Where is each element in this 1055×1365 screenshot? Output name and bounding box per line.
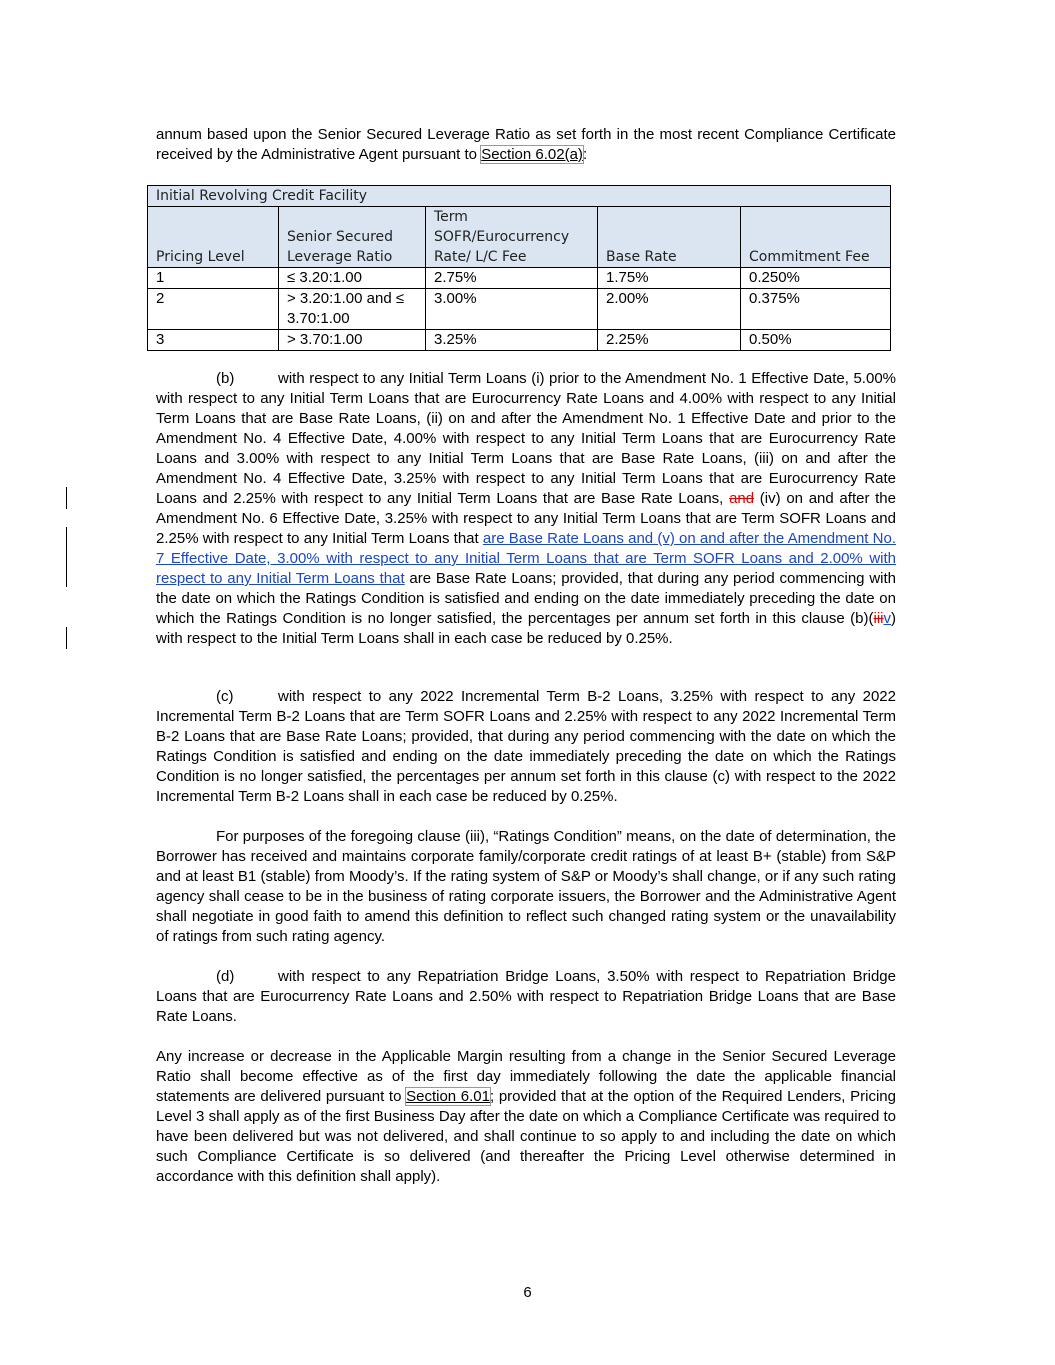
intro-paragraph (156, 125, 896, 165)
page-number: 6 (523, 1284, 532, 1301)
paragraph-c-text: , that during any period commencing with the date on which the Ratings Condition is satisfied and ending on the date immediately preceding the date on which the Ratings Condition is no longer satisfied, the percentages per annum set forth in this clause (c) with respect to the 2022 Incremental Term B-2 Loans shall in each case be reduced by 0.25%. (156, 728, 897, 805)
defined-term: “Ratings Condition” (493, 828, 622, 845)
paragraph-d (156, 967, 896, 1027)
cell-base: 2.25% (598, 330, 741, 351)
clause-label-b: (b) (216, 370, 235, 387)
section-6-02a-reference[interactable]: Section 6.02(a) (481, 146, 583, 163)
paragraph-b (156, 369, 896, 649)
final-text: ; (489, 1088, 499, 1105)
inserted-text: v (883, 610, 891, 627)
final-paragraph (156, 1047, 896, 1187)
intro-text-end: : (582, 146, 588, 163)
cell-fee: 0.250% (741, 268, 891, 289)
cell-ratio: ≤ 3.20:1.00 (279, 268, 426, 289)
table-row (148, 330, 891, 351)
header-leverage-ratio: Senior Secured Leverage Ratio (279, 207, 426, 268)
table-row (148, 289, 891, 330)
cell-term: 2.75% (426, 268, 598, 289)
table-header-row (148, 207, 891, 268)
change-bar (66, 627, 67, 649)
header-term-rate: Term SOFR/Eurocurrency Rate/ L/C Fee (426, 207, 598, 268)
ratings-text: means, on the date of determination, the Borrower has received and maintains corporate family/corporate credit ratings of at least B+ (stable) from S&P and at least B1 (stable) from Moody’s. If the rating system of S&P or Moody’s shall change, or if any such rating agency shall cease to be in the business of rating corporate issuers, the Borrower and the Administrative Agent shall negotiate in good faith to amend this definition to reflect such changed rating system or the unavailability of ratings from such rating agency. (156, 828, 896, 945)
cell-fee: 0.375% (741, 289, 891, 330)
header-base-rate: Base Rate (598, 207, 741, 268)
final-text: that at the option of the Required Lenders, Pricing Level 3 shall apply as of the first Business Day after the date on which a Compliance Certificate was required to have been delivered but was not delivered, and shall continue to so apply to and including the date on which such Compliance Certificate is so delivered (and thereafter the Pricing Level otherwise determined in accordance with this definition shall apply). (156, 1088, 896, 1185)
table-row (148, 268, 891, 289)
paragraph-b-text: with respect to any Initial Term Loans (i) prior to the Amendment No. 1 Effective Date, 5.00% with respect to any Initial Term Loans that are Eurocurrency Rate Loans and 4.00% with respect to any Initial Term Loans that are Base Rate Loans, (ii) on and after the Amendment No. 1 Effective Date and prior to the Amendment No. 4 Effective Date, 4.00% with respect to any Initial Term Loans that are Eurocurrency Rate Loans and 3.00% with respect to any Initial Term Loans that are Base Rate Loans, (iii) on and after the Amendment No. 4 Effective Date, 3.25% with respect to any Initial Term Loans that are Eurocurrency Rate Loans and 2.25% with respect to any Initial Term Loans that are Base Rate Loans, (156, 370, 896, 507)
deleted-text: iii (873, 610, 884, 627)
cell-level: 2 (148, 289, 279, 330)
intro-text: annum based upon the Senior Secured Leverage Ratio as set forth in the most recent Compliance Certificate received by the Administrative Agent pursuant to (156, 126, 896, 163)
paragraph-b-text: , that during any period commencing with the date on which the Ratings Condition is satisfied and ending on the date immediately preceding the date on which the Ratings Condition is no longer satisfied, the percentages per annum set forth in this clause (b)( (156, 570, 896, 627)
provided-term: provided (498, 1088, 557, 1105)
cell-ratio: > 3.20:1.00 and ≤ 3.70:1.00 (279, 289, 426, 330)
inserted-text: are Base Rate Loans and (v) on and after the Amendment No. 7 Effective Date, 3.00% with respect to any Initial Term Loans that are Term SOFR Loans and 2.00% with respect to any Initial Term Loans that (156, 530, 896, 587)
clause-label-d: (d) (216, 968, 235, 985)
cell-ratio: > 3.70:1.00 (279, 330, 426, 351)
final-text: Any increase or decrease in the Applicable Margin resulting from a change in the Senior Secured Leverage Ratio shall become effective as of the first day immediately following the date the applicable financial statements are delivered pursuant to (156, 1048, 896, 1105)
change-bar (66, 487, 67, 509)
paragraph-b-text: are Base Rate Loans; (404, 570, 562, 587)
ratings-text: For purposes of the foregoing clause (iii), (216, 828, 494, 845)
header-pricing-level: Pricing Level (148, 207, 279, 268)
change-bar (66, 527, 67, 587)
ratings-condition-paragraph (156, 827, 896, 947)
table-title: Initial Revolving Credit Facility (148, 186, 891, 207)
provided-term: provided (411, 728, 469, 745)
paragraph-d-text: with respect to any Repatriation Bridge Loans, 3.50% with respect to Repatriation Bridge Loans that are Eurocurrency Rate Loans and 2.50% with respect to Repatriation Bridge Loans that are Base Rate Loans. (156, 968, 896, 1025)
section-6-01-reference[interactable]: Section 6.01 (406, 1088, 490, 1105)
paragraph-b-text: (iv) on and after the Amendment No. 6 Effective Date, 3.25% with respect to any Initial Term Loans that are Term SOFR Loans and 2.25% with respect to any Initial Term Loans that (156, 490, 896, 547)
paragraph-b-text: ) with respect to the Initial Term Loans shall in each case be reduced by 0.25%. (156, 610, 896, 647)
cell-level: 3 (148, 330, 279, 351)
table-title-row (148, 186, 891, 207)
cell-term: 3.25% (426, 330, 598, 351)
cell-base: 1.75% (598, 268, 741, 289)
provided-term: provided (561, 570, 619, 587)
pricing-table (147, 185, 891, 351)
cell-base: 2.00% (598, 289, 741, 330)
clause-label-c: (c) (216, 688, 234, 705)
cell-fee: 0.50% (741, 330, 891, 351)
paragraph-c-text: with respect to any 2022 Incremental Term B-2 Loans, 3.25% with respect to any 2022 Incremental Term B-2 Loans that are Term SOFR Loans and 2.25% with respect to any 2022 Incremental Term B-2 Loans that are Base Rate Loans; (156, 688, 896, 745)
cell-level: 1 (148, 268, 279, 289)
cell-term: 3.00% (426, 289, 598, 330)
header-commitment-fee: Commitment Fee (741, 207, 891, 268)
paragraph-c (156, 687, 896, 807)
deleted-text: and (729, 490, 755, 507)
